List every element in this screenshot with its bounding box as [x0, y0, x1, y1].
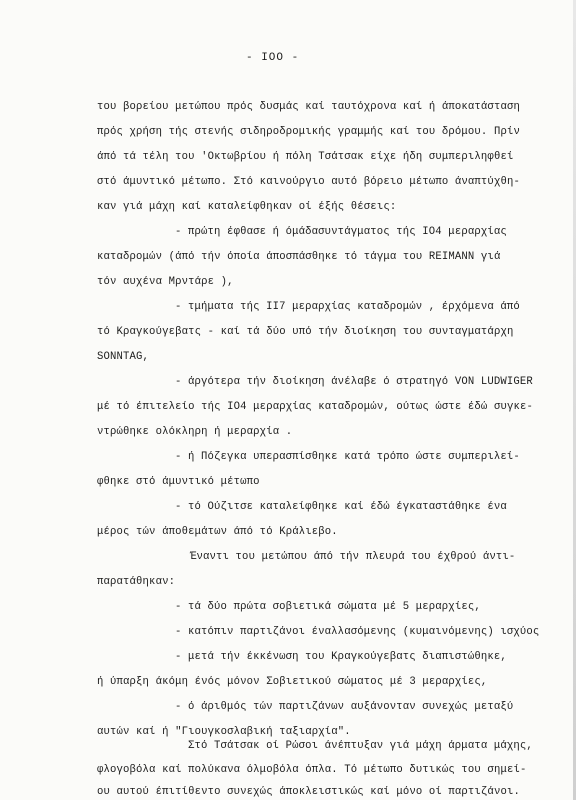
- text-line: μέρος τών άποθεμάτων άπό τό Κράλιεβο.: [97, 526, 338, 538]
- text-line: ή ύπαρξη άκόμη ένός μόνον Σοβιετικού σώματος μέ 3 μεραρχίες,: [97, 676, 488, 688]
- list-item: - τά δύο πρώτα σοβιετικά σώματα μέ 5 μεραρχίες,: [175, 601, 481, 613]
- text-line: πρός χρήση τής στενής σιδηροδρομικής γραμμής καί του δρόμου. Πρίν: [97, 126, 520, 138]
- text-line: στό άμυντικό μέτωπο. Στό καινούργιο αυτό βόρειο μέτωπο άναπτύχθη-: [97, 176, 520, 188]
- text-line: καταδρομών (άπό τήν όποία άποσπάσθηκε τό τάγμα του REIMANN γιά: [97, 251, 501, 263]
- text-line: τόν αυχένα Μρντάρε ),: [97, 276, 234, 288]
- text-line: μέ τό έπιτελείο τής IO4 μεραρχίας καταδρομών, ούτως ώστε έδώ συγκε-: [97, 401, 533, 413]
- page-number: - IOO -: [246, 52, 300, 64]
- text-line: ου αυτού έπιτίθεντο συνεχώς άποκλειστικώς καί μόνο οί παρτιζάνοι.: [97, 786, 520, 798]
- list-item: - τμήματα τής II7 μεραρχίας καταδρομών , έρχόμενα άπό: [175, 301, 520, 313]
- text-line: ντρώθηκε ολόκληρη ή μεραρχία .: [97, 426, 293, 438]
- text-line: του βορείου μετώπου πρός δυσμάς καί ταυτόχρονα καί ή άποκατάσταση: [97, 101, 520, 113]
- list-item: - ό άριθμός τών παρτιζάνων αυξάνονταν συνεχώς μεταξύ: [175, 701, 514, 713]
- text-line: καν γιά μάχη καί καταλείφθηκαν οί έξής θέσεις:: [97, 201, 397, 213]
- list-item: - τό Ούζιτσε καταλείφθηκε καί έδώ έγκαταστάθηκε ένα: [175, 501, 507, 513]
- text-line: τό Κραγκούγεβατς - καί τά δύο υπό τήν διοίκηση του συνταγματάρχη: [97, 326, 514, 338]
- list-item: - ή Πόζεγκα υπερασπίσθηκε κατά τρόπο ώστε συμπεριλεί-: [175, 451, 520, 463]
- list-item: - κατόπιν παρτιζάνοι έναλλασόμενης (κυμαινόμενης) ισχύος: [175, 626, 540, 638]
- text-line: άπό τά τέλη του 'Οκτωβρίου ή πόλη Τσάτσακ είχε ήδη συμπεριληφθεί: [97, 151, 514, 163]
- text-line: φθηκε στό άμυντικό μέτωπο: [97, 476, 260, 488]
- text-line: φλογοβόλα καί πολύκανα όλμοβόλα όπλα. Τό μέτωπο δυτικώς του σημεί-: [97, 764, 527, 776]
- list-item: - πρώτη έφθασε ή όμάδασυντάγματος τής IO4 μεραρχίας: [175, 226, 507, 238]
- list-item: - άργότερα τήν διοίκηση άνέλαβε ό στρατηγό VON LUDWIGER: [175, 376, 533, 388]
- text-line: SONNTAG,: [97, 351, 150, 363]
- paragraph-start: Έναντι του μετώπου άπό τήν πλευρά του έχθρού άντι-: [190, 551, 516, 563]
- paragraph-start: Στό Τσάτσακ οί Ρώσοι άνέπτυξαν γιά μάχη άρματα μάχης,: [188, 740, 533, 752]
- text-line: αυτών καί ή "Γιουγκοσλαβική ταξιαρχία".: [97, 726, 351, 738]
- text-line: παρατάθηκαν:: [97, 576, 176, 588]
- list-item: - μετά τήν έκκένωση του Κραγκούγεβατς διαπιστώθηκε,: [175, 651, 507, 663]
